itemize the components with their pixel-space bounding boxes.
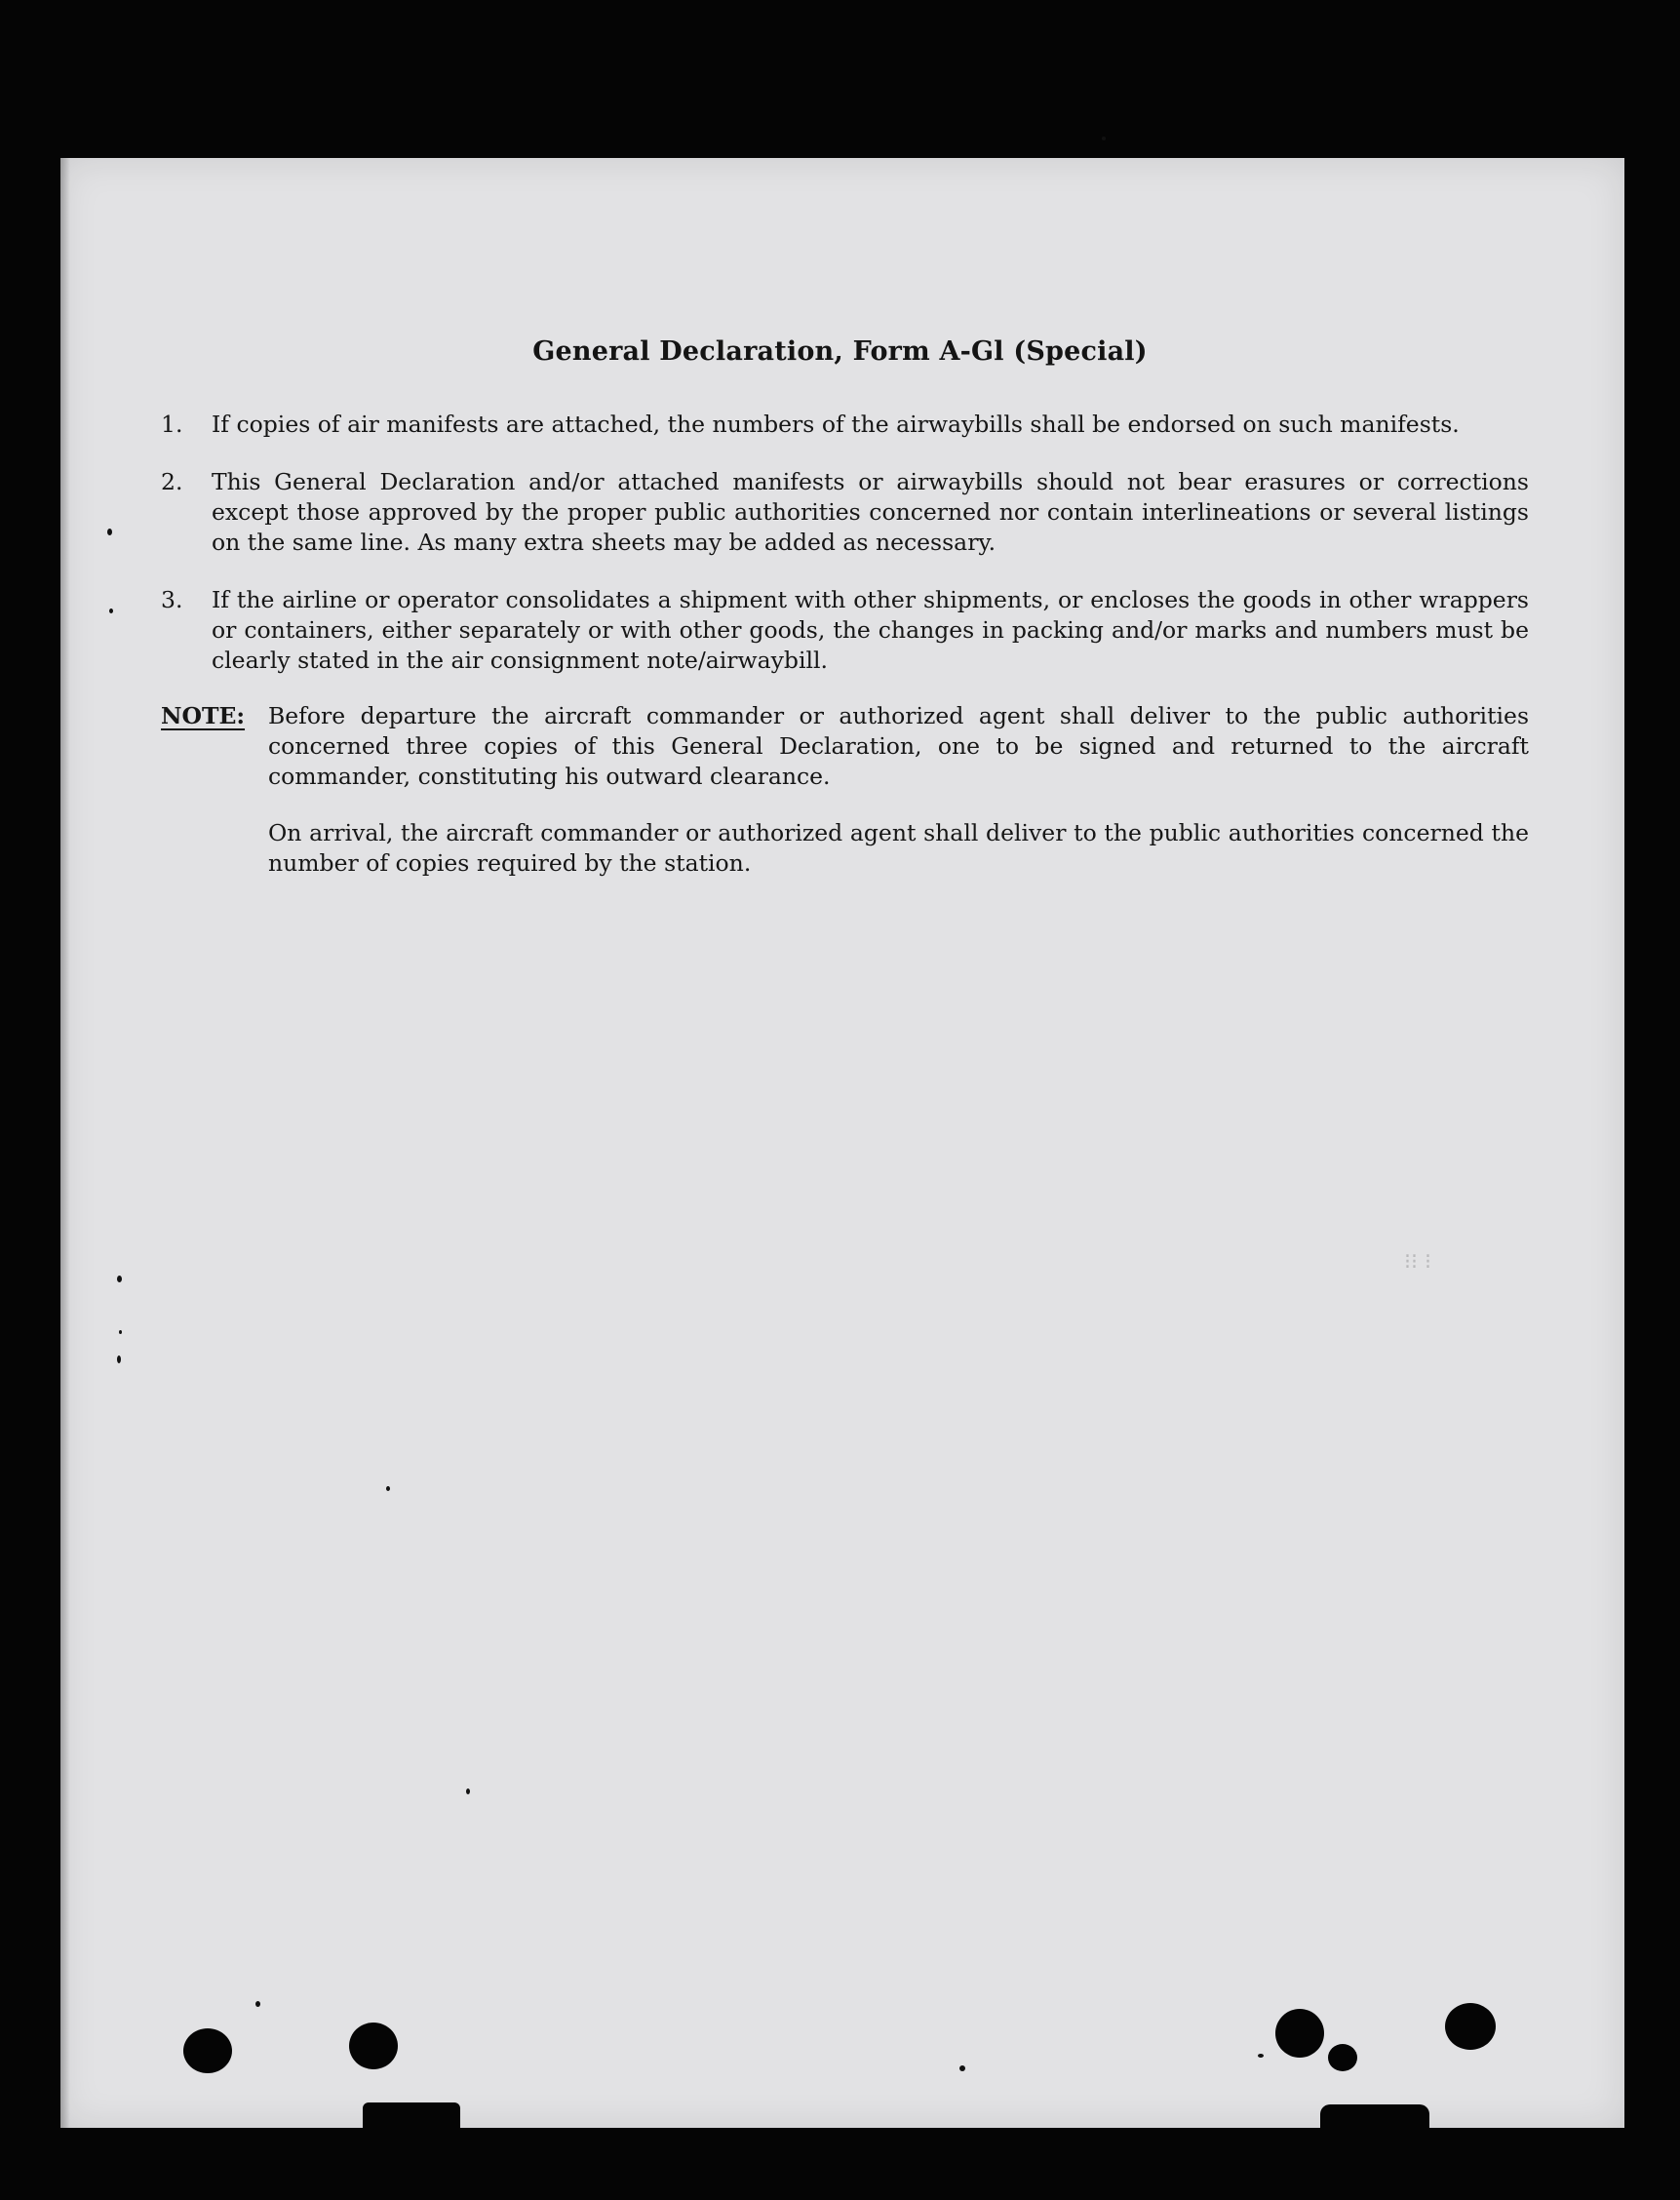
item-text: If copies of air manifests are attached, the numbers of the airwaybills shall be endorsed on such manifests. — [212, 411, 1460, 438]
document-page — [60, 158, 1624, 2128]
note-paragraph-2: On arrival, the aircraft commander or authorized agent shall deliver to the public authorities concerned the number of copies required by the station. — [268, 819, 1529, 877]
item-number: 3. — [161, 586, 183, 613]
scan-speck — [386, 1486, 390, 1491]
punch-hole-fragment — [1328, 2044, 1357, 2071]
scan-speck — [117, 1355, 121, 1363]
scan-speck — [109, 609, 113, 613]
item-number: 2. — [161, 468, 183, 495]
note-block — [161, 701, 1529, 792]
punch-hole-right-1 — [1275, 2009, 1324, 2058]
item-text: This General Declaration and/or attached manifests or airwaybills should not bear erasures or corrections except those approved by the proper public authorities concerned nor contain interlineations or several listings on the same line. As many extra sheets may be added as necessary. — [212, 468, 1529, 556]
item-number: 1. — [161, 411, 183, 438]
note-paragraph-1: Before departure the aircraft commander or authorized agent shall deliver to the public authorities concerned three copies of this General Declaration, one to be signed and returned to the aircraft commander, constituting his outward clearance. — [268, 702, 1529, 790]
bottom-clip-right — [1320, 2104, 1429, 2130]
instruction-item-1 — [161, 410, 1529, 440]
scan-speck — [119, 1330, 122, 1334]
note-label: NOTE: — [161, 702, 246, 729]
scan-speck — [1258, 2054, 1264, 2058]
faint-stamp-mark: ⁝⁝ ⁝ — [1404, 1250, 1431, 1275]
document-title: General Declaration, Form A-Gl (Special) — [532, 336, 1148, 367]
punch-hole-left-1 — [183, 2028, 232, 2073]
scan-speck — [255, 2001, 260, 2007]
instruction-item-2 — [161, 467, 1529, 558]
scan-speck — [466, 1788, 470, 1794]
instruction-item-3 — [161, 585, 1529, 676]
item-text: If the airline or operator consolidates a shipment with other shipments, or encloses the goods in other wrappers or containers, either separately or with other goods, the changes in packing and/or marks and numbers must be clearly stated in the air consignment note/airwaybill. — [212, 586, 1529, 674]
page-edge-shadow — [60, 158, 70, 2128]
scan-speck — [959, 2065, 965, 2071]
punch-hole-right-2 — [1445, 2003, 1496, 2050]
punch-hole-left-2 — [349, 2023, 398, 2069]
scan-speck — [107, 529, 112, 535]
bottom-clip-left — [363, 2102, 460, 2130]
scan-speck — [1102, 137, 1106, 140]
scan-speck — [117, 1276, 122, 1282]
